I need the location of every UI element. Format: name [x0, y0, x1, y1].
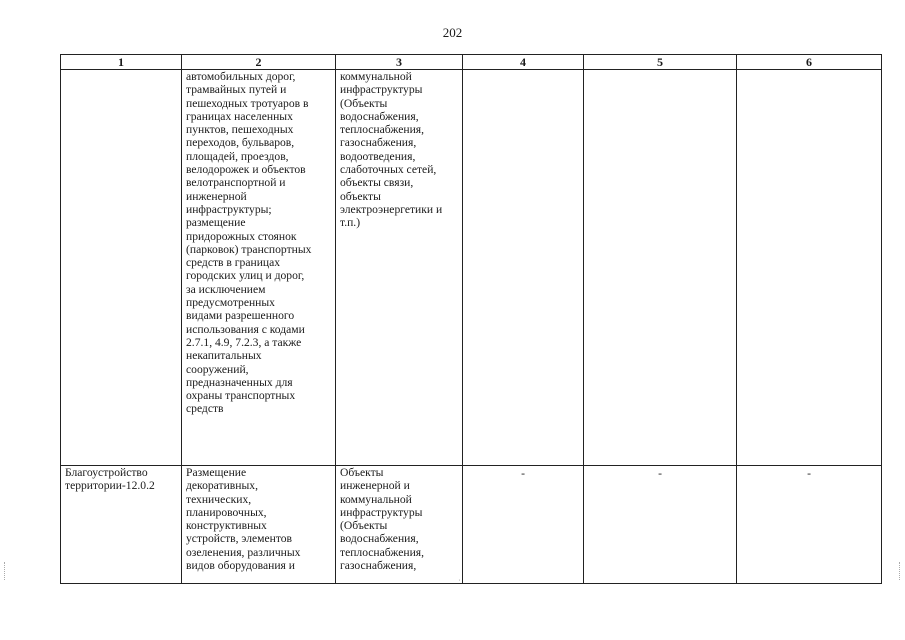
cell-col-6: - — [737, 466, 882, 584]
cell-col-5: - — [584, 466, 737, 584]
column-header-6: 6 — [737, 55, 882, 70]
cell-col-4: - — [463, 466, 584, 584]
scan-artifact-mark: ˙ — [458, 578, 461, 587]
cell-col-4 — [463, 70, 584, 466]
cell-land-use-name — [61, 70, 182, 466]
table-row — [61, 466, 882, 584]
column-header-2: 2 — [182, 55, 336, 70]
cell-objects: Объекты инженерной и коммунальной инфраструктуры (Объекты водоснабжения, теплоснабжения, газоснабжения, — [336, 466, 463, 584]
table-row — [61, 70, 882, 466]
cell-land-use-description: автомобильных дорог, трамвайных путей и пешеходных тротуаров в границах населенных пунктов, пешеходных переходов, бульваров, площадей, проездов, велодорожек и объектов велотранспортной и инженерной инфраструктуры; размещение придорожных стоянок (парковок) транспортных средств в границах городских улиц и дорог, за исключением предусмотренных видами разрешенного использования с кодами 2.7.1, 4.9, 7.2.3, а также некапитальных сооружений, предназначенных для охраны транспортных средств — [182, 70, 336, 466]
cell-land-use-description: Размещение декоративных, технических, планировочных, конструктивных устройств, элементов озеленения, различных видов оборудования и — [182, 466, 336, 584]
scan-edge-right — [899, 562, 901, 580]
cell-land-use-name: Благоустройство территории-12.0.2 — [61, 466, 182, 584]
column-header-4: 4 — [463, 55, 584, 70]
zoning-table — [60, 54, 882, 584]
table-header-row — [61, 55, 882, 70]
cell-col-6 — [737, 70, 882, 466]
page-number: 202 — [442, 25, 463, 40]
cell-objects: коммунальной инфраструктуры (Объекты водоснабжения, теплоснабжения, газоснабжения, водоотведения, слаботочных сетей, объекты связи, объекты электроэнергетики и т.п.) — [336, 70, 463, 466]
column-header-5: 5 — [584, 55, 737, 70]
column-header-1: 1 — [61, 55, 182, 70]
column-header-3: 3 — [336, 55, 463, 70]
scan-edge-left — [4, 562, 6, 580]
cell-col-5 — [584, 70, 737, 466]
